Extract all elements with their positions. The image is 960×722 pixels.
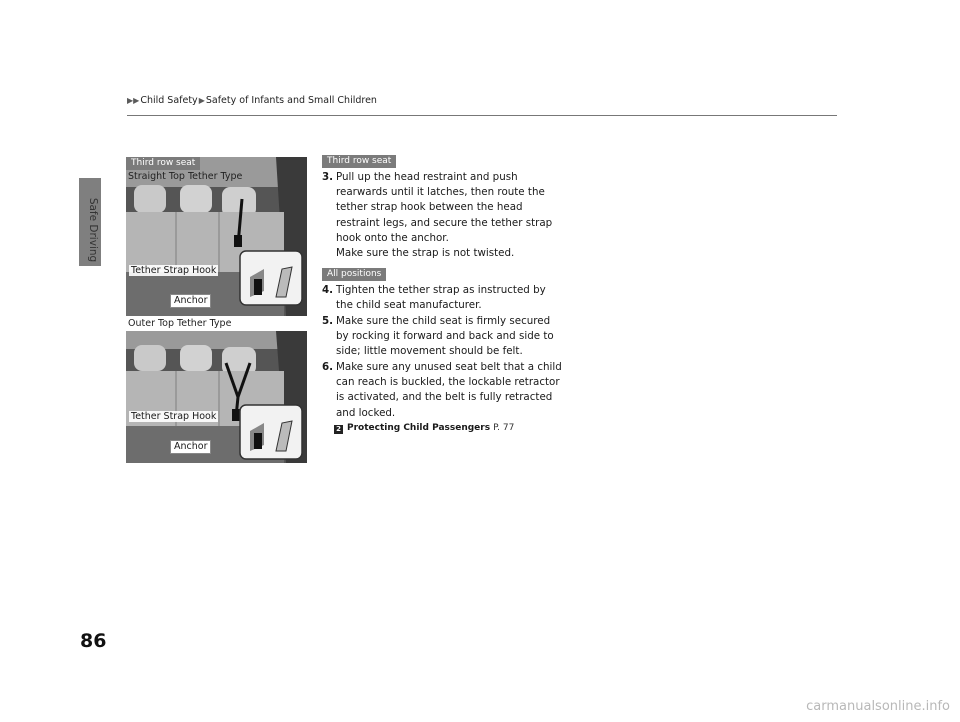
section-badge-all-positions: All positions (322, 268, 386, 281)
figure-caption-straight: Straight Top Tether Type (128, 171, 243, 182)
page-number: 86 (80, 630, 107, 652)
step-text: Pull up the head restraint and push rearwards until it latches, then route the tether strap hook between the head restraint legs, and secure the tether strap hook onto the anchor. (336, 171, 553, 244)
step-number: 4. (322, 284, 334, 296)
callout-anchor-2: Anchor (170, 440, 211, 454)
breadcrumb-item-child-safety[interactable]: Child Safety (140, 95, 198, 106)
step-number: 6. (322, 361, 334, 373)
callout-tether-hook: Tether Strap Hook (131, 265, 217, 276)
step-text: Make sure the child seat is firmly secured by rocking it forward and back and side to side; little movement should be felt. (336, 315, 554, 358)
reference-arrow-icon: 2 (334, 425, 343, 434)
outer-tether-illustration (126, 331, 307, 463)
step-6 (322, 360, 562, 421)
step-number: 5. (322, 315, 334, 327)
callout-anchor: Anchor (170, 294, 211, 308)
breadcrumb (127, 95, 377, 106)
step-text: Make sure any unused seat belt that a child can reach is buckled, the lockable retractor is activated, and the belt is fully retracted and locked. (336, 361, 562, 419)
cross-reference-link[interactable] (334, 423, 514, 434)
breadcrumb-arrow-icon: ▶▶ (127, 96, 140, 105)
step-note: Make sure the strap is not twisted. (336, 247, 515, 260)
header-rule (127, 115, 837, 116)
reference-page: P. 77 (493, 423, 515, 433)
callout-tether-hook-2: Tether Strap Hook (131, 411, 217, 422)
step-5 (322, 314, 562, 360)
reference-title[interactable]: Protecting Child Passengers (347, 423, 491, 433)
figure-caption-outer: Outer Top Tether Type (128, 318, 232, 329)
watermark: carmanualsonline.info (806, 699, 950, 714)
step-4 (322, 283, 562, 313)
outer-tether-figure (126, 331, 307, 463)
chapter-label: Safe Driving (87, 197, 99, 263)
section-badge-third-row: Third row seat (322, 155, 396, 168)
breadcrumb-arrow-icon: ▶ (198, 96, 205, 105)
step-3 (322, 170, 562, 261)
step-text: Tighten the tether strap as instructed by the child seat manufacturer. (336, 284, 546, 312)
breadcrumb-item-infants[interactable]: Safety of Infants and Small Children (205, 95, 377, 106)
figure-badge-third-row: Third row seat (126, 157, 200, 170)
step-number: 3. (322, 171, 334, 183)
